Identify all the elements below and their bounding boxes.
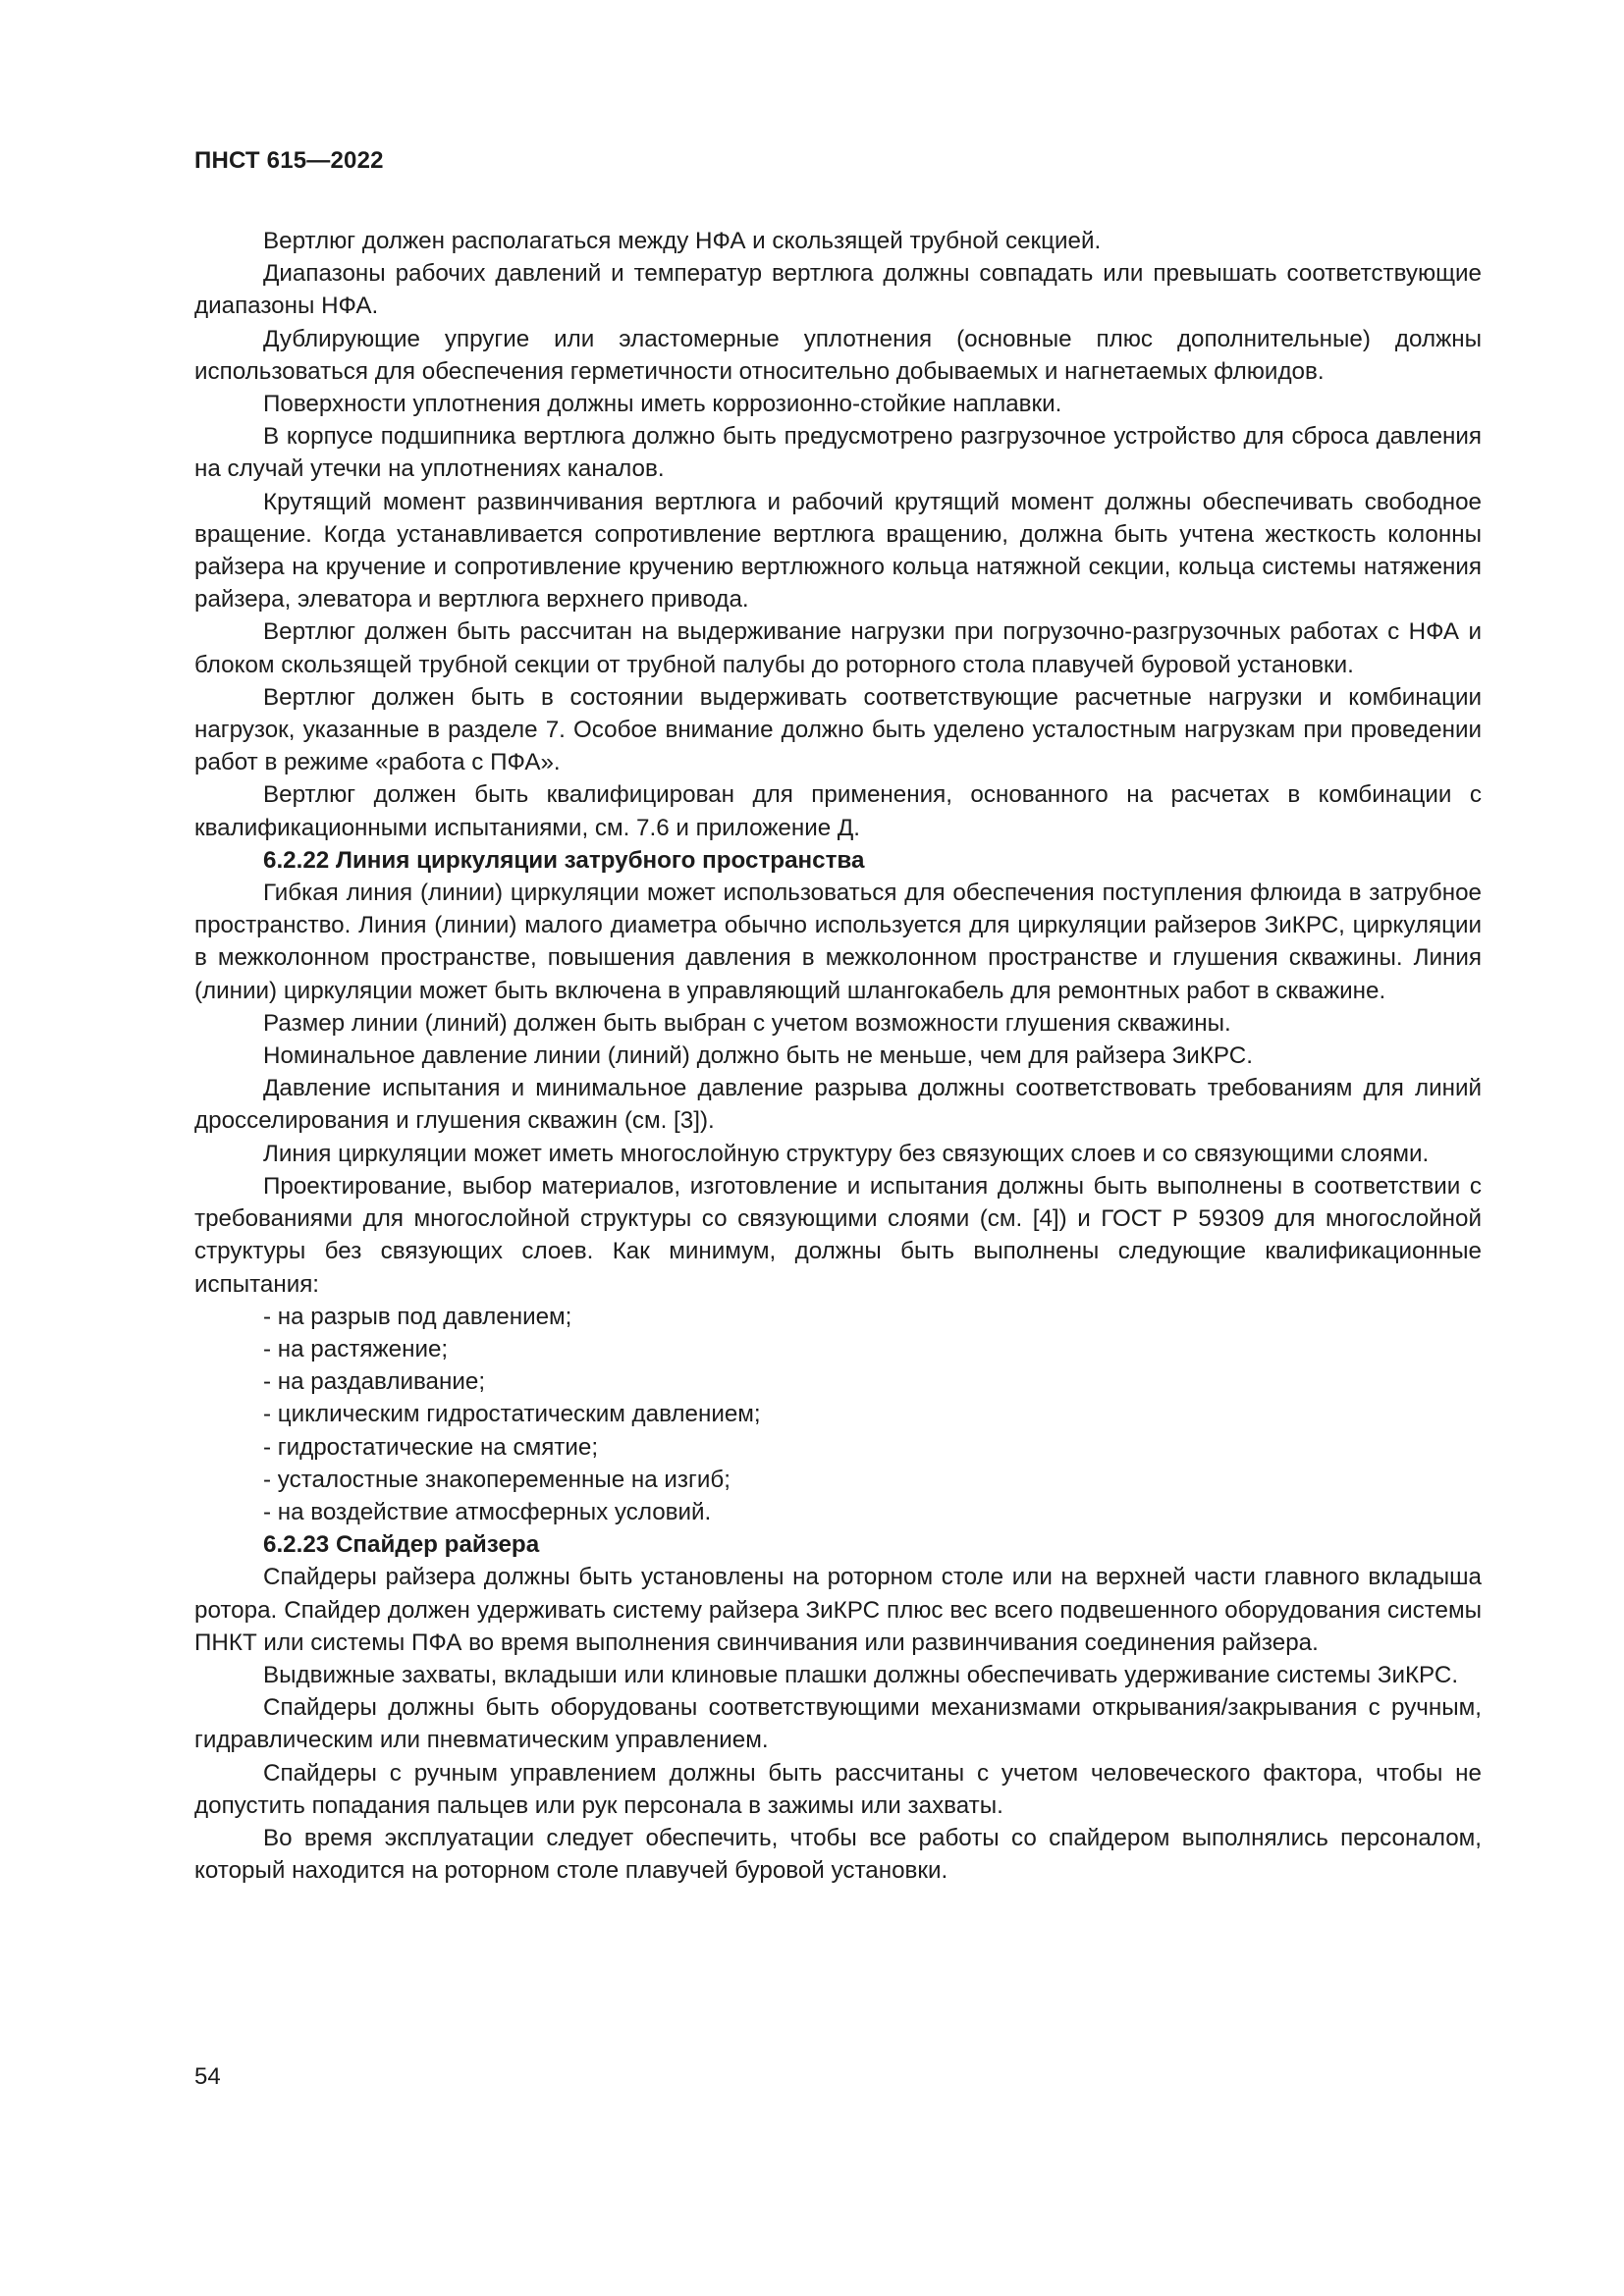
list-item: - на раздавливание; <box>263 1368 486 1396</box>
list-item: - на растяжение; <box>263 1335 449 1362</box>
paragraph: Спайдеры с ручным управлением должны быть рассчитаны с учетом человеческого фактора, чтобы не допустить попадания пальцев или рук персонала в зажимы или захваты. <box>194 1759 1482 1819</box>
section-heading-6-2-23: 6.2.23 Спайдер райзера <box>263 1531 540 1559</box>
paragraph: Поверхности уплотнения должны иметь коррозионно-стойкие наплавки. <box>263 391 1062 418</box>
list-item: - на воздействие атмосферных условий. <box>263 1498 712 1525</box>
paragraph: Во время эксплуатации следует обеспечить, чтобы все работы со спайдером выполнялись персоналом, который находится на роторном столе плавучей буровой установки. <box>194 1824 1482 1885</box>
paragraph: В корпусе подшипника вертлюга должно быть предусмотрено разгрузочное устройство для сброса давления на случай утечки на уплотнениях каналов. <box>194 423 1482 483</box>
list-item: - гидростатические на смятие; <box>263 1433 599 1461</box>
section-heading-6-2-22: 6.2.22 Линия циркуляции затрубного пространства <box>263 846 865 874</box>
paragraph: Гибкая линия (линии) циркуляции может использоваться для обеспечения поступления флюида в затрубное пространство. Линия (линии) малого диаметра обычно используется для циркуляции райзеров ЗиКРС, циркуляции в межколонном пространстве, повышения давления в межколонном пространстве и глушения скважины. Линия (линии) циркуляции может быть включена в управляющий шлангокабель для ремонтных работ в скважине. <box>194 880 1482 1004</box>
paragraph: Проектирование, выбор материалов, изготовление и испытания должны быть выполнены в соответствии с требованиями для многослойной структуры со связующими слоями (см. [4]) и ГОСТ Р 59309 для многослойной структуры без связующих слоев. Как минимум, должны быть выполнены следующие квалификационные испытания: <box>194 1172 1482 1298</box>
paragraph: Размер линии (линий) должен быть выбран с учетом возможности глушения скважины. <box>263 1009 1231 1037</box>
paragraph: Выдвижные захваты, вкладыши или клиновые плашки должны обеспечивать удерживание системы ЗиКРС. <box>263 1661 1459 1688</box>
page-content <box>194 225 1482 1887</box>
paragraph: Номинальное давление линии (линий) должно быть не меньше, чем для райзера ЗиКРС. <box>263 1042 1253 1070</box>
section-623-riser-spider-text <box>194 1561 1482 1887</box>
list-item: - усталостные знакопеременные на изгиб; <box>263 1466 731 1493</box>
paragraph: Вертлюг должен быть в состоянии выдерживать соответствующие расчетные нагрузки и комбинации нагрузок, указанные в разделе 7. Особое внимание должно быть уделено усталостным нагрузкам при проведении работ в режиме «работа с ПФА». <box>194 683 1482 776</box>
paragraph: Спайдеры должны быть оборудованы соответствующими механизмами открывания/закрывания с ручным, гидравлическим или пневматическим управлением. <box>194 1694 1482 1754</box>
paragraph: Давление испытания и минимальное давление разрыва должны соответствовать требованиям для линий дросселирования и глушения скважин (см. [3]). <box>194 1075 1482 1135</box>
paragraph: Вертлюг должен быть рассчитан на выдерживание нагрузки при погрузочно-разгрузочных работах с НФА и блоком скользящей трубной секции от трубной палубы до роторного стола плавучей буровой установки. <box>194 618 1482 678</box>
paragraph: Крутящий момент развинчивания вертлюга и рабочий крутящий момент должны обеспечивать свободное вращение. Когда устанавливается сопротивление вертлюга вращению, должна быть учтена жесткость колонны райзера на кручение и сопротивление кручению вертлюжного кольца натяжной секции, кольца системы натяжения райзера, элеватора и вертлюга верхнего привода. <box>194 488 1482 614</box>
document-code-header: ПНСТ 615—2022 <box>194 147 384 174</box>
paragraph: Вертлюг должен располагаться между НФА и скользящей трубной секцией. <box>263 228 1102 254</box>
paragraph: Вертлюг должен быть квалифицирован для применения, основанного на расчетах в комбинации с квалификационными испытаниями, см. 7.6 и приложение Д. <box>194 781 1482 841</box>
paragraph: Спайдеры райзера должны быть установлены на роторном столе или на верхней части главного вкладыша ротора. Спайдер должен удерживать систему райзера ЗиКРС плюс вес всего подвешенного оборудования системы ПНКТ или системы ПФА во время выполнения свинчивания или развинчивания соединения райзера. <box>194 1564 1482 1656</box>
list-item: - циклическим гидростатическим давлением; <box>263 1401 761 1428</box>
section-621-swivel-text <box>194 225 1482 844</box>
list-item: - на разрыв под давлением; <box>263 1303 572 1330</box>
paragraph: Дублирующие упругие или эластомерные уплотнения (основные плюс дополнительные) должны использоваться для обеспечения герметичности относительно добываемых и нагнетаемых флюидов. <box>194 325 1482 385</box>
section-622-circulation-line-text <box>194 877 1482 1301</box>
page-number: 54 <box>194 2063 221 2090</box>
paragraph: Линия циркуляции может иметь многослойную структуру без связующих слоев и со связующими слоями. <box>263 1140 1430 1167</box>
qualification-tests-list <box>194 1301 1482 1528</box>
paragraph: Диапазоны рабочих давлений и температур вертлюга должны совпадать или превышать соответствующие диапазоны НФА. <box>194 260 1482 320</box>
